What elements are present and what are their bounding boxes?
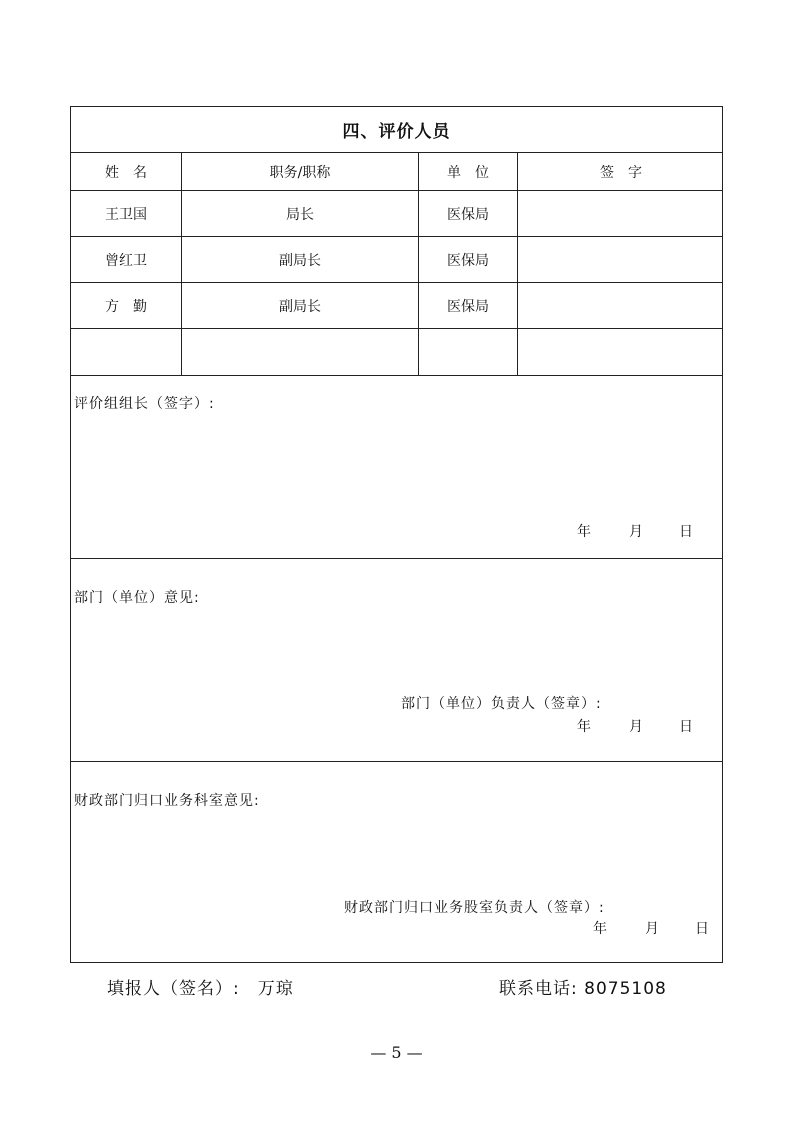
filler-signature: 填报人（签名）: 万琼 bbox=[107, 979, 294, 999]
cell-unit: 医保局 bbox=[419, 191, 518, 236]
cell-signature[interactable] bbox=[518, 237, 724, 282]
finance-opinion-label: 财政部门归口业务科室意见: bbox=[74, 793, 260, 809]
header-position: 职务/职称 bbox=[182, 153, 419, 190]
finance-head-sign-label: 财政部门归口业务股室负责人（签章）: bbox=[344, 900, 605, 916]
cell-unit: 医保局 bbox=[419, 283, 518, 328]
cell-unit: 医保局 bbox=[419, 237, 518, 282]
leader-signature-section[interactable] bbox=[71, 376, 722, 559]
dept-opinion-section[interactable] bbox=[71, 559, 722, 762]
day-label: 日 bbox=[695, 921, 709, 937]
cell-signature[interactable] bbox=[518, 283, 724, 328]
header-signature: 签 字 bbox=[600, 164, 642, 181]
section-title: 四、评价人员 bbox=[342, 122, 451, 142]
cell-position[interactable] bbox=[182, 329, 419, 375]
year-label: 年 bbox=[577, 719, 591, 735]
header-unit: 单 位 bbox=[419, 153, 518, 190]
cell-position: 副局长 bbox=[182, 237, 419, 282]
cell-name[interactable] bbox=[71, 329, 182, 375]
table-header-row bbox=[71, 153, 722, 191]
year-label: 年 bbox=[577, 524, 591, 540]
cell-name: 方 勤 bbox=[71, 283, 182, 328]
day-label: 日 bbox=[679, 524, 693, 540]
section-title-row bbox=[71, 107, 722, 153]
cell-unit[interactable] bbox=[419, 329, 518, 375]
table-row bbox=[71, 191, 722, 237]
finance-date bbox=[593, 918, 709, 938]
dept-opinion-label: 部门（单位）意见: bbox=[74, 590, 200, 606]
cell-name: 曾红卫 bbox=[71, 237, 182, 282]
cell-position: 局长 bbox=[182, 191, 419, 236]
month-label: 月 bbox=[645, 921, 659, 937]
table-row bbox=[71, 237, 722, 283]
cell-name: 王卫国 bbox=[71, 191, 182, 236]
table-row bbox=[71, 329, 722, 376]
cell-position: 副局长 bbox=[182, 283, 419, 328]
month-label: 月 bbox=[629, 524, 643, 540]
dept-head-sign-label: 部门（单位）负责人（签章）: bbox=[401, 696, 602, 712]
leader-date bbox=[577, 521, 693, 541]
month-label: 月 bbox=[629, 719, 643, 735]
finance-opinion-section[interactable] bbox=[71, 762, 722, 964]
page-number: — 5 — bbox=[370, 1043, 423, 1062]
table-row bbox=[71, 283, 722, 329]
cell-signature[interactable] bbox=[518, 329, 724, 375]
evaluation-form bbox=[70, 106, 723, 963]
leader-signature-label: 评价组组长（签字）: bbox=[74, 396, 215, 412]
contact-phone: 联系电话: 8075108 bbox=[499, 979, 667, 999]
cell-signature[interactable] bbox=[518, 191, 724, 236]
dept-date bbox=[577, 716, 693, 736]
header-name: 姓 名 bbox=[71, 153, 182, 190]
year-label: 年 bbox=[593, 921, 607, 937]
day-label: 日 bbox=[679, 719, 693, 735]
